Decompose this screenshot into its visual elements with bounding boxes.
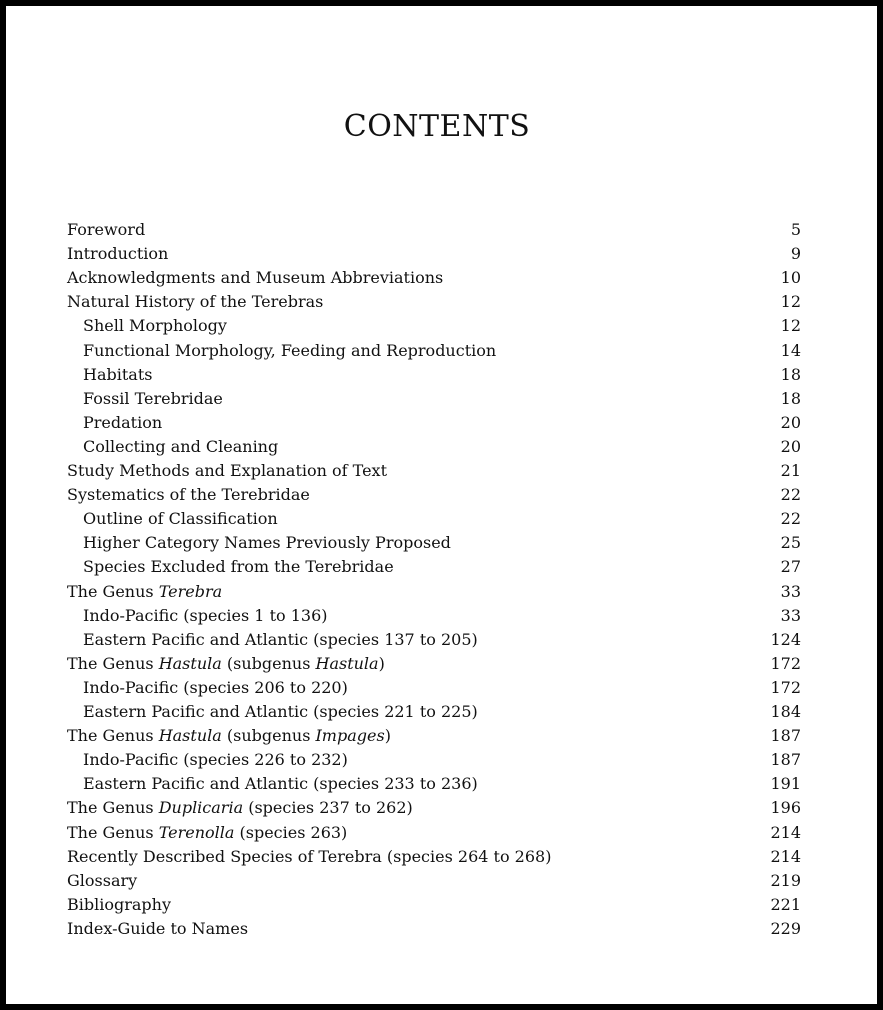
toc-entry-title-part: Natural History of the Terebras	[67, 292, 324, 311]
toc-entry-title-part: Habitats	[83, 365, 153, 384]
toc-entry-title-part: The Genus	[67, 823, 159, 842]
toc-entry-page-number: 33	[780, 582, 801, 601]
toc-entry-title-part: Higher Category Names Previously Proposed	[83, 533, 451, 552]
toc-entry-title	[67, 219, 145, 241]
toc-entry-page-number: 12	[780, 292, 801, 311]
toc-entry-title-part: Predation	[83, 413, 163, 432]
toc-entry-page-number: 18	[780, 365, 801, 384]
toc-entry-page-number: 229	[770, 919, 801, 938]
toc-entry-title	[83, 364, 152, 386]
toc-entry-title-part: Introduction	[67, 244, 169, 263]
toc-entry	[6, 460, 877, 482]
toc-entry-page-number: 22	[780, 509, 801, 528]
toc-entry	[6, 797, 877, 819]
toc-entry-title-part: The Genus	[67, 654, 159, 673]
toc-entry-title-part: Indo-Pacific (species 1 to 136)	[83, 606, 328, 625]
toc-entry-page-number: 172	[770, 654, 801, 673]
toc-entry-title	[67, 581, 222, 603]
toc-entry	[6, 725, 877, 747]
toc-entry-page-number: 9	[790, 244, 801, 263]
toc-entry-title-italic: Hastula	[315, 654, 379, 673]
toc-entry-title-part: The Genus	[67, 798, 159, 817]
toc-entry-title	[67, 894, 171, 916]
toc-entry-title	[67, 870, 137, 892]
toc-entry-title-part: Outline of Classification	[83, 509, 278, 528]
toc-entry-title-part: Index-Guide to Names	[67, 919, 249, 938]
toc-entry-title-part: Shell Morphology	[83, 316, 227, 335]
toc-entry-page-number: 14	[780, 341, 801, 360]
toc-entry-title	[67, 653, 385, 675]
toc-entry-title-italic: Terenolla	[158, 823, 235, 842]
toc-entry-title-part: (species 263)	[234, 823, 348, 842]
toc-entry-title-part: Bibliography	[67, 895, 171, 914]
toc-entry	[6, 388, 877, 410]
toc-entry-page-number: 172	[770, 678, 801, 697]
toc-entry-title	[83, 605, 328, 627]
toc-entry-title	[83, 556, 394, 578]
toc-entry-title	[83, 629, 478, 651]
toc-entry-title-part: Indo-Pacific (species 206 to 220)	[83, 678, 348, 697]
toc-entry-title	[67, 822, 347, 844]
toc-entry	[6, 701, 877, 723]
toc-entry-page-number: 27	[780, 557, 801, 576]
toc-entry	[6, 508, 877, 530]
toc-entry-title-part: Collecting and Cleaning	[83, 437, 279, 456]
toc-entry-title-part: Eastern Pacific and Atlantic (species 137 to 205)	[83, 630, 478, 649]
toc-entry	[6, 291, 877, 313]
toc-entry-page-number: 5	[790, 220, 801, 239]
toc-entry-page-number: 25	[780, 533, 801, 552]
toc-entry-title-part: The Genus	[67, 726, 159, 745]
toc-entry-title-italic: Duplicaria	[158, 798, 244, 817]
toc-entry-title-part: (subgenus	[221, 726, 316, 745]
toc-entry-page-number: 12	[780, 316, 801, 335]
toc-entry-page-number: 187	[770, 726, 801, 745]
toc-entry-title-part: Foreword	[67, 220, 146, 239]
toc-entry-page-number: 214	[770, 823, 801, 842]
toc-entry-title-part: Systematics of the Terebridae	[67, 485, 310, 504]
toc-entry-page-number: 22	[780, 485, 801, 504]
toc-entry	[6, 243, 877, 265]
toc-entry	[6, 315, 877, 337]
toc-entry	[6, 532, 877, 554]
toc-entry-title-part: )	[378, 654, 385, 673]
toc-entry-title-part: (species 237 to 262)	[243, 798, 413, 817]
toc-entry-title-italic: Impages	[315, 726, 385, 745]
toc-entry-title-part: Species Excluded from the Terebridae	[83, 557, 394, 576]
toc-entry	[6, 773, 877, 795]
toc-entry-page-number: 33	[780, 606, 801, 625]
toc-entry	[6, 918, 877, 940]
toc-entry-title-part: (subgenus	[221, 654, 316, 673]
toc-entry	[6, 605, 877, 627]
toc-entry-page-number: 221	[770, 895, 801, 914]
toc-entry-title	[83, 315, 227, 337]
toc-entry	[6, 436, 877, 458]
toc-entry-title	[67, 267, 443, 289]
toc-entry	[6, 749, 877, 771]
toc-entry-title	[83, 340, 496, 362]
toc-entry-title	[83, 436, 278, 458]
toc-entry-title	[83, 701, 478, 723]
toc-entry-page-number: 214	[770, 847, 801, 866]
toc-entry-title	[67, 846, 551, 868]
toc-entry-title-part: Functional Morphology, Feeding and Reproduction	[83, 341, 497, 360]
toc-entry-title-italic: Hastula	[158, 726, 222, 745]
toc-entry	[6, 581, 877, 603]
toc-entry-page-number: 20	[780, 437, 801, 456]
toc-entry-title-italic: Hastula	[158, 654, 222, 673]
toc-entry-title	[83, 749, 348, 771]
document-page	[6, 6, 877, 1004]
toc-entry-page-number: 184	[770, 702, 801, 721]
toc-entry-title	[67, 484, 310, 506]
toc-entry-title	[67, 291, 323, 313]
toc-entry-title	[67, 243, 168, 265]
table-of-contents	[6, 6, 877, 1004]
toc-entry-title-part: Acknowledgments and Museum Abbreviations	[67, 268, 444, 287]
toc-entry-title	[83, 508, 278, 530]
toc-entry-page-number: 219	[770, 871, 801, 890]
toc-entry	[6, 629, 877, 651]
toc-entry-title-part: Eastern Pacific and Atlantic (species 221 to 225)	[83, 702, 478, 721]
page-title: CONTENTS	[343, 109, 531, 144]
toc-entry	[6, 484, 877, 506]
toc-entry	[6, 219, 877, 241]
toc-entry-title-part: Fossil Terebridae	[83, 389, 223, 408]
toc-entry	[6, 822, 877, 844]
toc-entry	[6, 340, 877, 362]
toc-entry-title	[67, 460, 387, 482]
toc-entry-title	[83, 412, 162, 434]
toc-entry-title-part: )	[384, 726, 391, 745]
toc-entry-page-number: 124	[770, 630, 801, 649]
toc-entry	[6, 846, 877, 868]
toc-entry-title	[67, 797, 413, 819]
toc-entry-title-italic: Terebra	[158, 582, 223, 601]
toc-entry-title-part: Eastern Pacific and Atlantic (species 233 to 236)	[83, 774, 478, 793]
toc-entry-title	[83, 532, 451, 554]
toc-entry-title-part: Recently Described Species of Terebra (species 264 to 268)	[67, 847, 552, 866]
toc-entry-page-number: 21	[780, 461, 801, 480]
toc-entry-title	[67, 725, 391, 747]
toc-entry-title	[83, 388, 223, 410]
toc-entry-title	[67, 918, 248, 940]
toc-entry-title	[83, 677, 348, 699]
toc-entry	[6, 364, 877, 386]
toc-entry	[6, 412, 877, 434]
toc-entry-title-part: Study Methods and Explanation of Text	[67, 461, 387, 480]
toc-entry-page-number: 187	[770, 750, 801, 769]
toc-entry-title	[83, 773, 478, 795]
toc-entry-page-number: 20	[780, 413, 801, 432]
toc-entry	[6, 677, 877, 699]
toc-entry	[6, 894, 877, 916]
toc-entry	[6, 870, 877, 892]
toc-entry	[6, 556, 877, 578]
toc-entry-page-number: 18	[780, 389, 801, 408]
toc-entry-title-part: Indo-Pacific (species 226 to 232)	[83, 750, 348, 769]
toc-entry	[6, 267, 877, 289]
toc-entry-page-number: 191	[770, 774, 801, 793]
toc-entry-title-part: The Genus	[67, 582, 159, 601]
toc-entry-page-number: 10	[780, 268, 801, 287]
toc-entry	[6, 653, 877, 675]
toc-entry-title-part: Glossary	[67, 871, 138, 890]
toc-entry-page-number: 196	[770, 798, 801, 817]
